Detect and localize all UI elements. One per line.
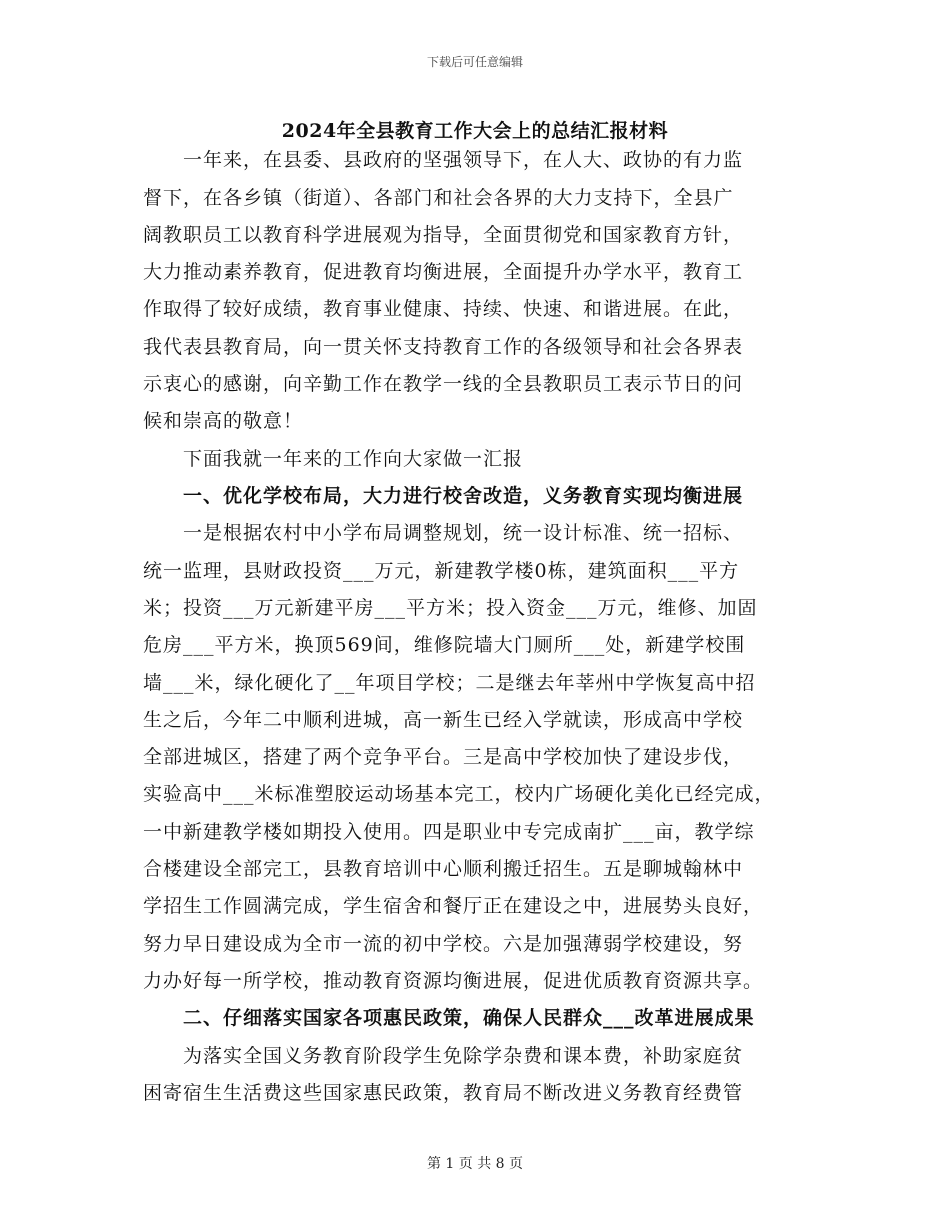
paragraph-line: 候和崇高的敬意！ [143, 410, 304, 432]
paragraph-line: 我代表县教育局，向一贯关怀支持教育工作的各级领导和社会各界表 [143, 336, 744, 358]
paragraph-line: 示衷心的感谢，向辛勤工作在教学一线的全县教职员工表示节日的问 [143, 373, 744, 395]
paragraph-line: 大力推动素养教育，促进教育均衡进展，全面提升办学水平，教育工 [143, 261, 744, 283]
paragraph-line: 实验高中___米标准塑胶运动场基本完工，校内广场硬化美化已经完成， [143, 783, 775, 805]
paragraph-line: 墙___米，绿化硬化了__年项目学校；二是继去年莘州中学恢复高中招 [143, 672, 756, 694]
paragraph-line: 努力早日建设成为全市一流的初中学校。六是加强薄弱学校建设，努 [143, 933, 744, 955]
paragraph-line: 为落实全国义务教育阶段学生免除学杂费和课本费，补助家庭贫 [143, 1045, 744, 1067]
paragraph-line: 作取得了较好成绩，教育事业健康、持续、快速、和谐进展。在此， [143, 298, 744, 320]
paragraph-line: 学招生工作圆满完成，学生宿舍和餐厅正在建设之中，进展势头良好， [143, 895, 764, 917]
document-title: 2024年全县教育工作大会上的总结汇报材料 [281, 120, 669, 142]
paragraph-line: 阔教职员工以教育科学进展观为指导，全面贯彻党和国家教育方针， [143, 224, 744, 246]
paragraph-line: 生之后，今年二中顺利进城，高一新生已经入学就读，形成高中学校 [143, 709, 744, 731]
section-heading-1: 一、优化学校布局，大力进行校舍改造，义务教育实现均衡进展 [143, 485, 744, 507]
paragraph-line: 力办好每一所学校，推动教育资源均衡进展，促进优质教育资源共享。 [143, 970, 764, 992]
paragraph-line: 危房___平方米，换顶569间，维修院墙大门厕所___处，新建学校围 [143, 634, 746, 656]
paragraph-line: 统一监理，县财政投资___万元，新建教学楼0栋，建筑面积___平方 [143, 560, 740, 582]
paragraph-line: 下面我就一年来的工作向大家做一汇报 [143, 448, 524, 470]
page-footer: 第 1 页 共 8 页 [426, 1156, 524, 1172]
page-header: 下载后可任意编辑 [426, 55, 523, 69]
paragraph-line: 困寄宿生生活费这些国家惠民政策，教育局不断改进义务教育经费管 [143, 1082, 744, 1104]
paragraph-line: 一年来，在县委、县政府的坚强领导下，在人大、政协的有力监 [143, 149, 744, 171]
paragraph-line: 一是根据农村中小学布局调整规划，统一设计标准、统一招标、 [143, 522, 744, 544]
paragraph-line: 督下，在各乡镇（街道）、各部门和社会各界的大力支持下，全县广 [143, 187, 734, 209]
paragraph-line: 米；投资___万元新建平房___平方米；投入资金___万元，维修、加固 [143, 597, 758, 619]
section-heading-2: 二、仔细落实国家各项惠民政策，确保人民群众___改革进展成果 [143, 1007, 755, 1029]
paragraph-line: 全部进城区，搭建了两个竞争平台。三是高中学校加快了建设步伐， [143, 746, 744, 768]
paragraph-line: 一中新建教学楼如期投入使用。四是职业中专完成南扩___亩，教学综 [143, 821, 755, 843]
paragraph-line: 合楼建设全部完工，县教育培训中心顺利搬迁招生。五是聊城翰林中 [143, 858, 744, 880]
